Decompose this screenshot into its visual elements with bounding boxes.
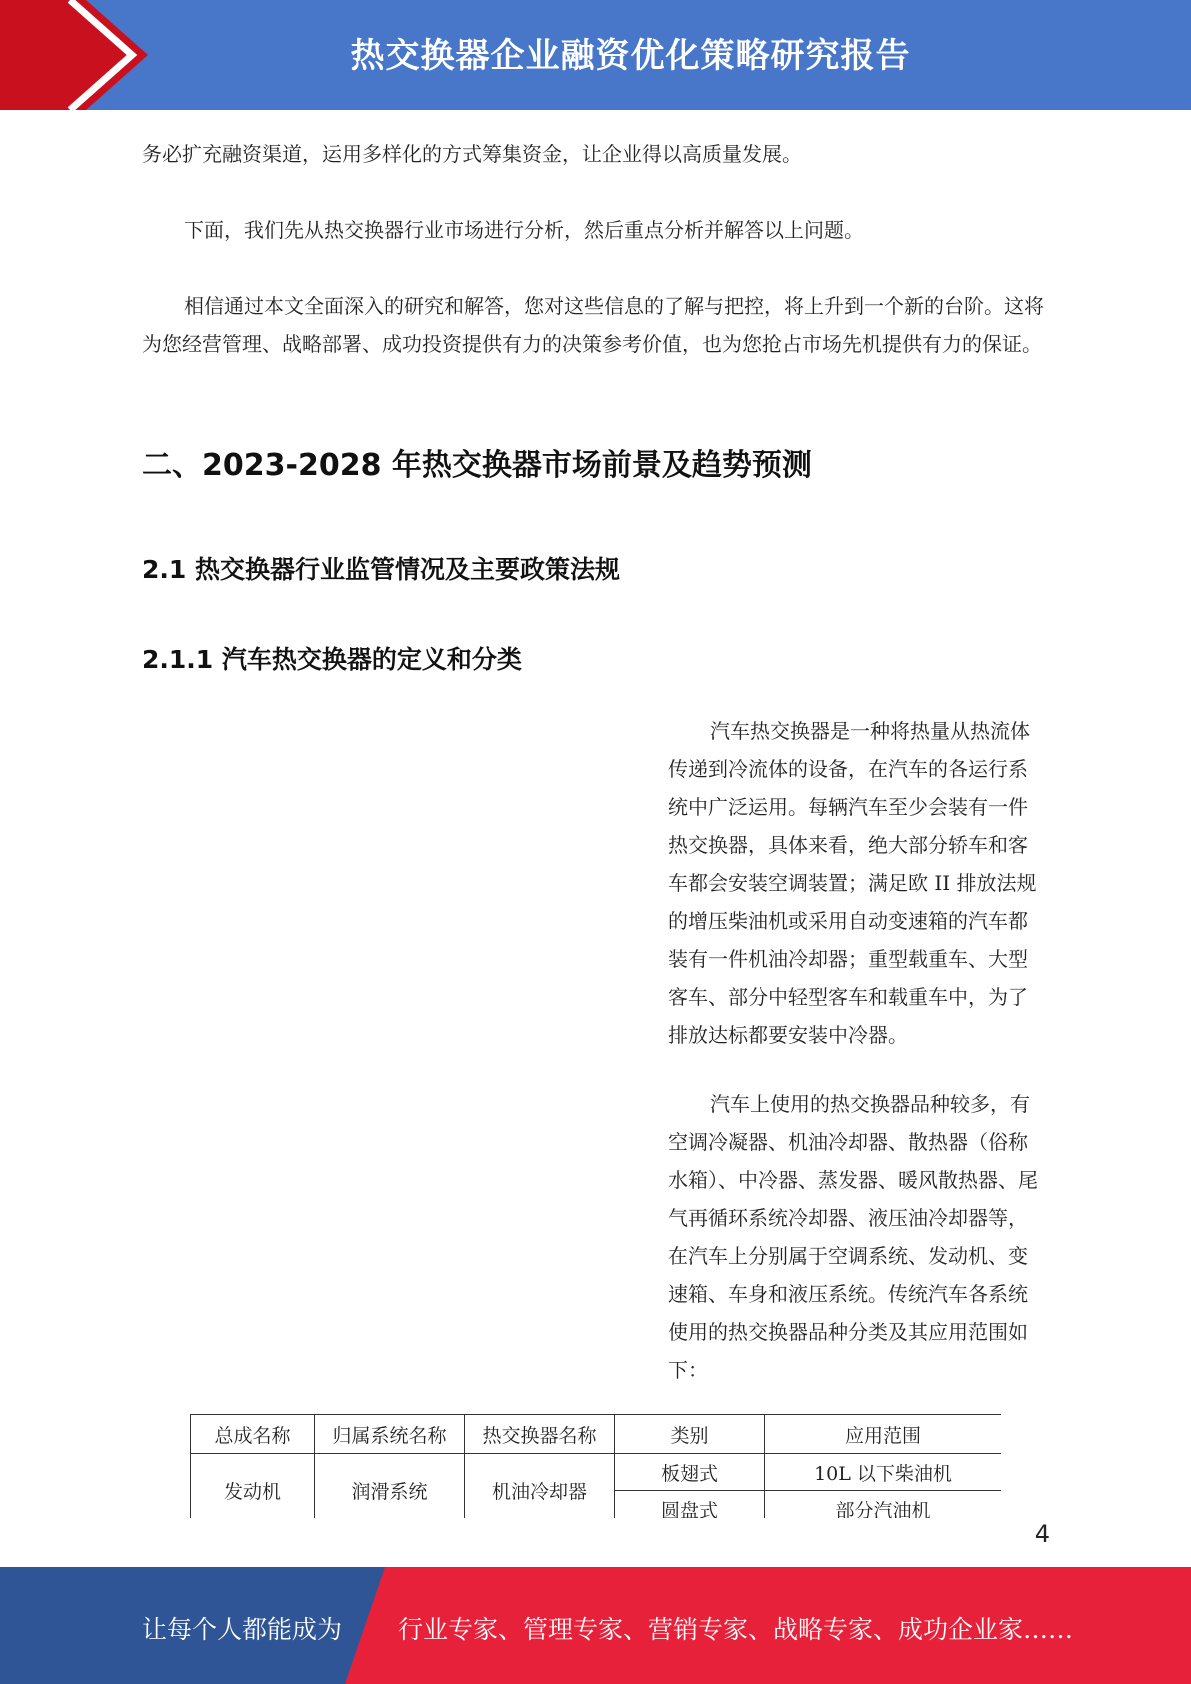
intro-paragraph-1: 务必扩充融资渠道，运用多样化的方式筹集资金，让企业得以高质量发展。 [142, 142, 802, 166]
page-footer [0, 1567, 1191, 1684]
table-row [191, 1454, 1002, 1491]
intro-paragraph-2: 下面，我们先从热交换器行业市场进行分析，然后重点分析并解答以上问题。 [184, 218, 864, 242]
report-title: 热交换器企业融资优化策略研究报告 [350, 36, 911, 76]
subsection-heading: 2.1 热交换器行业监管情况及主要政策法规 [142, 555, 620, 584]
table-header-cell: 归属系统名称 [315, 1415, 465, 1454]
section-heading: 二、2023-2028 年热交换器市场前景及趋势预测 [142, 448, 812, 483]
table-cell-range: 部分汽油机 [765, 1491, 1002, 1519]
footer-slogan-right: 行业专家、管理专家、营销专家、战略专家、成功企业家…… [398, 1615, 1074, 1644]
intro-paragraph-3: 相信通过本文全面深入的研究和解答，您对这些信息的了解与把控，将上升到一个新的台阶。这将为您经营管理、战略部署、成功投资提供有力的决策参考价值，也为您抢占市场先机提供有力的保证。 [142, 294, 1044, 356]
table-header-row [191, 1415, 1002, 1454]
page-number: 4 [1034, 1520, 1050, 1548]
table-header-cell: 总成名称 [191, 1415, 315, 1454]
classification-paragraph: 汽车上使用的热交换器品种较多，有空调冷凝器、机油冷却器、散热器（俗称水箱）、中冷器、蒸发器、暖风散热器、尾气再循环系统冷却器、液压油冷却器等，在汽车上分别属于空调系统、发动机、变速箱、车身和液压系统。传统汽车各系统使用的热交换器品种分类及其应用范围如下： [668, 1092, 1038, 1382]
footer-slogan-left: 让每个人都能成为 [142, 1615, 343, 1644]
table-cell-assembly: 发动机 [191, 1454, 315, 1519]
table-header-cell: 类别 [615, 1415, 765, 1454]
table-cell-system: 润滑系统 [315, 1454, 465, 1519]
table-cell-exchanger: 机油冷却器 [465, 1454, 615, 1519]
table-cell-category: 板翅式 [615, 1454, 765, 1491]
table-cell-range: 10L 以下柴油机 [765, 1454, 1002, 1491]
page-header [0, 0, 1191, 110]
subsubsection-heading: 2.1.1 汽车热交换器的定义和分类 [142, 645, 522, 674]
table-cell-category: 圆盘式 [615, 1491, 765, 1519]
definition-paragraph: 汽车热交换器是一种将热量从热流体传递到冷流体的设备，在汽车的各运行系统中广泛运用。每辆汽车至少会装有一件热交换器，具体来看，绝大部分轿车和客车都会安装空调装置；满足欧 II 排放法规的增压柴油机或采用自动变速箱的汽车都装有一件机油冷却器；重型载重车、大型客车、部分中轻型客车和载重车中，为了排放达标都要安装中冷器。 [668, 719, 1037, 1047]
heat-exchanger-table [190, 1414, 1001, 1518]
table-header-cell: 应用范围 [765, 1415, 1002, 1454]
table-header-cell: 热交换器名称 [465, 1415, 615, 1454]
